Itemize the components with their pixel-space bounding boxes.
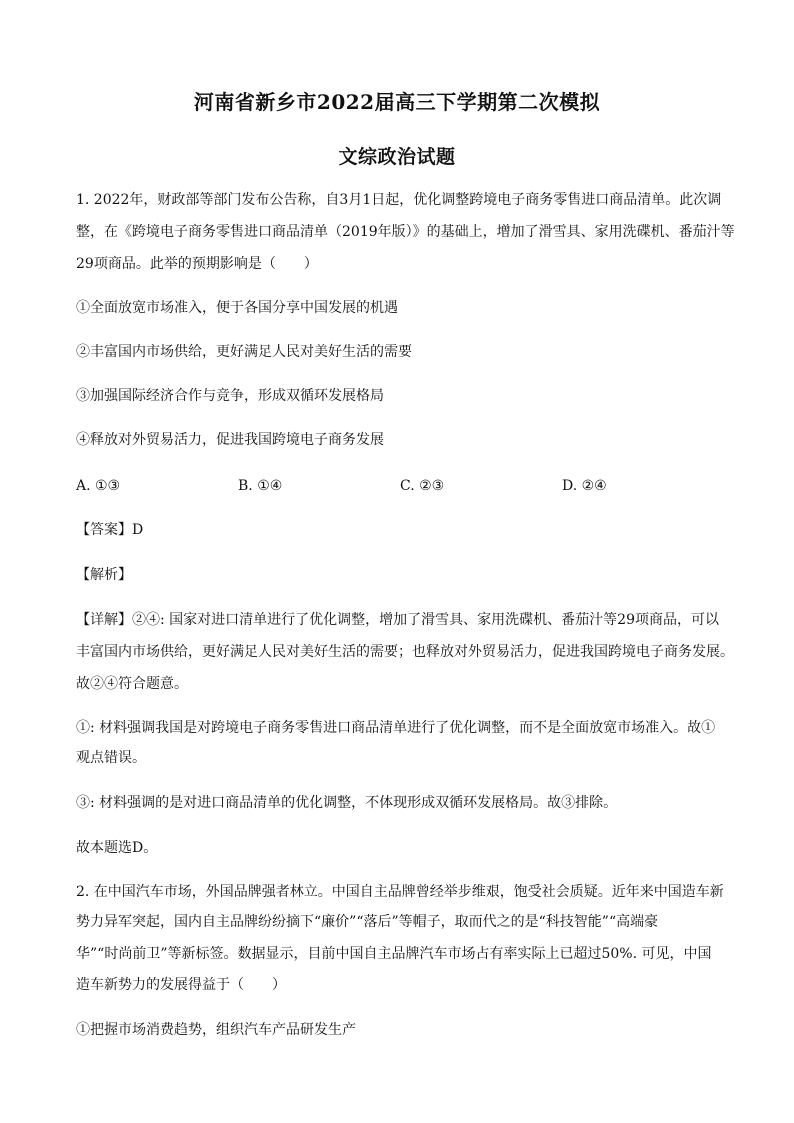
q1-item: ①全面放宽市场准入，便于各国分享中国发展的机遇 (76, 300, 398, 316)
q1-option-a: A. ①③ (76, 478, 121, 494)
q1-option-c: C. ②③ (400, 478, 445, 494)
q1-item: ④释放对外贸易活力，促进我国跨境电子商务发展 (76, 432, 384, 448)
q2-stem-line: 造车新势力的发展得益于（ ） (76, 977, 286, 993)
q1-note-3: ③: 材料强调的是对进口商品清单的优化调整，不体现形成双循环发展格局。故③排除。 (76, 795, 618, 811)
q1-item: ③加强国际经济合作与竞争，形成双循环发展格局 (76, 388, 384, 404)
q1-option-b: B. ①④ (238, 478, 283, 494)
q1-note-1-line: 观点错误。 (76, 750, 146, 766)
q2-stem-line: 势力异军突起，国内自主品牌纷纷摘下“廉价”“落后”等帽子，取而代之的是“科技智能”“高端豪 (76, 914, 659, 930)
q1-conclusion: 故本题选D。 (76, 840, 158, 856)
q1-answer: 【答案】D (76, 522, 144, 538)
q1-analysis-label: 【解析】 (76, 567, 132, 583)
page-title: 河南省新乡市2022届高三下学期第二次模拟 (193, 90, 601, 114)
q1-stem-line: 整，在《跨境电子商务零售进口商品清单（2019年版）》的基础上，增加了滑雪具、家用洗碟机、番茄汁等 (76, 224, 735, 240)
q1-option-d: D. ②④ (562, 478, 607, 494)
q2-stem-line: 华”“时尚前卫”等新标签。数据显示，目前中国自主品牌汽车市场占有率实际上已超过50%. 可见，中国 (76, 946, 712, 962)
q1-stem-line: 1. 2022年，财政部等部门发布公告称，自3月1日起，优化调整跨境电子商务零售进口商品清单。此次调 (76, 192, 722, 208)
q2-item: ①把握市场消费趋势，组织汽车产品研发生产 (76, 1022, 356, 1038)
q1-detail-line: 丰富国内市场供给，更好满足人民对美好生活的需要；也释放对外贸易活力，促进我国跨境电子商务发展。 (76, 644, 734, 660)
q1-note-1-line: ①: 材料强调我国是对跨境电子商务零售进口商品清单进行了优化调整，而不是全面放宽市场准入。故① (76, 720, 716, 736)
q1-detail-line: 【详解】②④: 国家对进口清单进行了优化调整，增加了滑雪具、家用洗碟机、番茄汁等29项商品，可以 (76, 612, 719, 628)
q1-detail-line: 故②④符合题意。 (76, 676, 188, 692)
q1-item: ②丰富国内市场供给，更好满足人民对美好生活的需要 (76, 344, 412, 360)
page-subtitle: 文综政治试题 (338, 146, 456, 168)
q1-stem-line: 29项商品。此举的预期影响是（ ） (76, 256, 318, 272)
q2-stem-line: 2. 在中国汽车市场，外国品牌强者林立。中国自主品牌曾经举步维艰，饱受社会质疑。近年来中国造车新 (76, 884, 724, 900)
